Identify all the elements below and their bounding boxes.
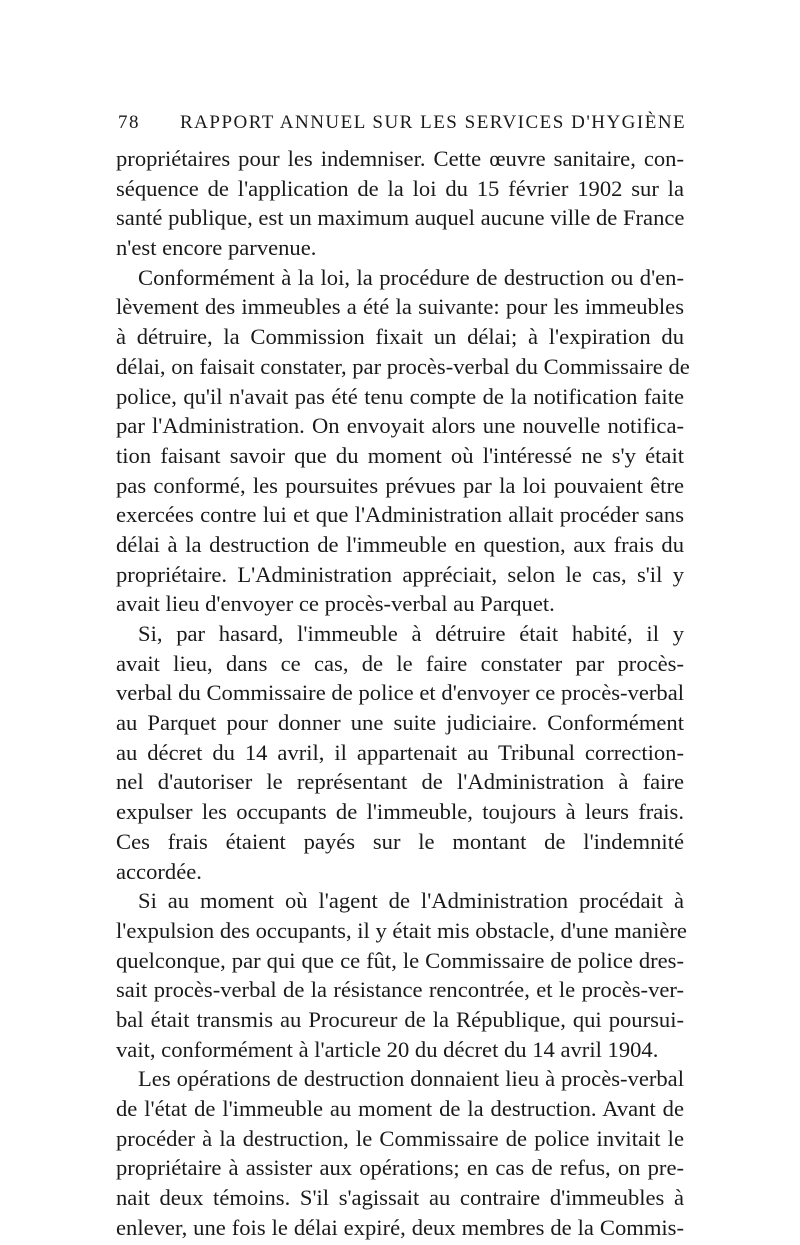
text-line: de l'état de l'immeuble au moment de la destruction. Avant de [116,1096,684,1121]
text-line: nait deux témoins. S'il s'agissait au contraire d'immeubles à [116,1185,684,1211]
text-line: Les opérations de destruction donnaient lieu à procès-verbal [138,1066,684,1092]
text-line: santé publique, est un maximum auquel aucune ville de France [116,205,685,231]
text-line: quelconque, par qui que ce fût, le Commissaire de police dres- [116,947,684,973]
text-line: l'expulsion des occupants, il y était mis obstacle, d'une manière [116,917,687,943]
text-line: au Parquet pour donner une suite judiciaire. Conformément [116,710,684,736]
text-line: Si, par hasard, l'immeuble à détruire était habité, il y [138,621,684,646]
text-line: avait lieu, dans ce cas, de le faire constater par procès- [116,650,684,676]
text-line: avait lieu d'envoyer ce procès-verbal au Parquet. [116,591,555,617]
text-line: police, qu'il n'avait pas été tenu compte de la notification faite [116,383,684,409]
paragraph [116,263,690,619]
text-line: délai à la destruction de l'immeuble en question, aux frais du [116,531,684,557]
text-line: propriétaires pour les indemniser. Cette œuvre sanitaire, con- [116,146,684,171]
text-line: par l'Administration. On envoyait alors une nouvelle notifica- [116,413,684,439]
text-line: pas conformé, les poursuites prévues par la loi pouvaient être [116,472,684,498]
text-line: Si au moment où l'agent de l'Administration procédait à [138,888,684,914]
text-line: expulser les occupants de l'immeuble, toujours à leurs frais. [116,799,684,825]
text-line: exercées contre lui et que l'Administration allait procéder sans [116,502,684,528]
text-line: accordée. [116,858,202,884]
text-line: Ces frais étaient payés sur le montant de l'indemnité [116,828,684,854]
text-line: délai, on faisait constater, par procès-verbal du Commissaire de [116,353,690,379]
text-line: sait procès-verbal de la résistance rencontrée, et le procès-ver- [116,977,684,1003]
text-line: propriétaire. L'Administration appréciait, selon le cas, s'il y [116,561,684,587]
text-line: bal était transmis au Procureur de la République, qui poursui- [116,1006,684,1032]
text-line: à détruire, la Commission fixait un délai; à l'expiration du [116,324,684,350]
text-line: nel d'autoriser le représentant de l'Administration à faire [116,769,684,795]
text-line: Conformément à la loi, la procédure de destruction ou d'en- [138,264,684,290]
text-line: lèvement des immeubles a été la suivante: pour les immeubles [116,294,684,320]
paragraph [116,886,687,1064]
text-line: propriétaire à assister aux opérations; en cas de refus, on pre- [116,1155,684,1181]
text-line: vait, conformément à l'article 20 du décret du 14 avril 1904. [116,1036,659,1062]
text-line: enlever, une fois le délai expiré, deux membres de la Commis- [116,1214,684,1240]
text-line: au décret du 14 avril, il appartenait au Tribunal correction- [116,739,684,765]
paragraph [116,1064,684,1242]
paragraph [116,619,684,886]
text-line: verbal du Commissaire de police et d'envoyer ce procès-verbal [116,680,684,706]
text-line: procéder à la destruction, le Commissaire de police invitait le [116,1125,684,1151]
running-header [118,112,687,142]
page-number: 78 [118,112,140,133]
text-line: séquence de l'application de la loi du 15 février 1902 sur la [116,175,684,201]
body-text [116,144,690,1242]
text-line: n'est encore parvenue. [116,235,317,261]
paragraph [116,144,684,263]
running-title: RAPPORT ANNUEL SUR LES SERVICES D'HYGIÈNE [180,112,687,133]
text-line: tion faisant savoir que du moment où l'intéressé ne s'y était [116,442,684,468]
